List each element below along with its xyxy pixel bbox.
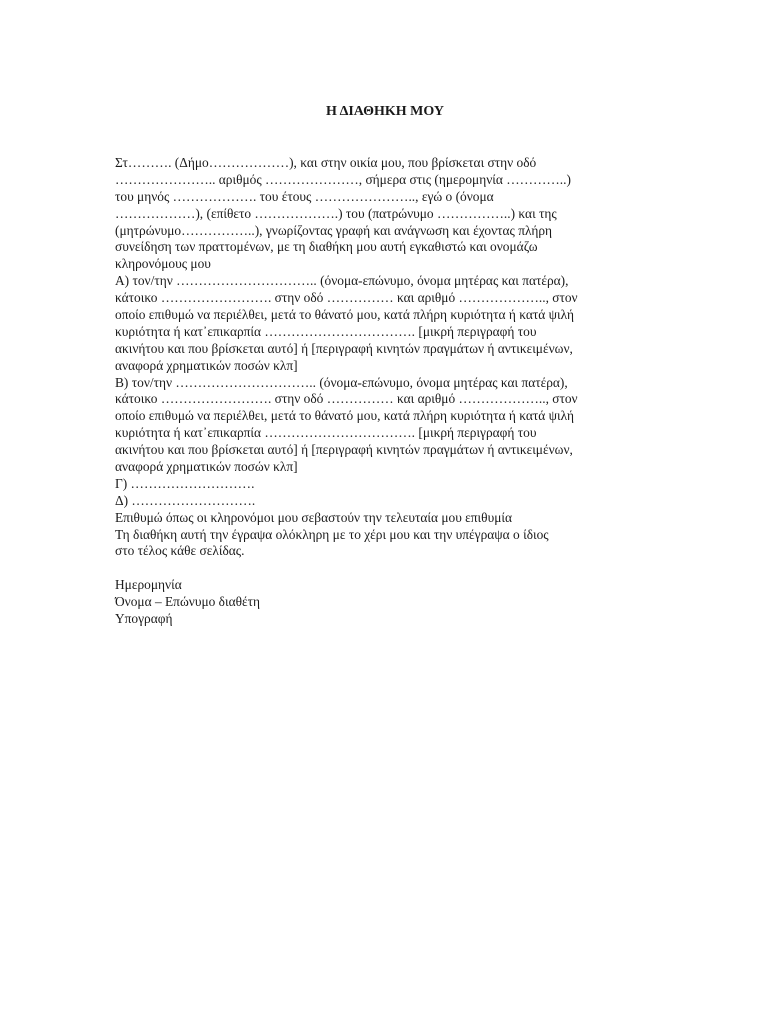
body-line: ακινήτου και που βρίσκεται αυτό] ή [περιγραφή κινητών πραγμάτων ή αντικειμένων, — [115, 340, 573, 356]
testator-name-label: Όνομα – Επώνυμο διαθέτη — [115, 594, 261, 610]
heir-b-line: Β) τον/την ………………………….. (όνομα-επώνυμο, όνομα μητέρας και πατέρα), — [115, 374, 568, 390]
body-line: Επιθυμώ όπως οι κληρονόμοι μου σεβαστούν την τελευταία μου επιθυμία — [115, 509, 512, 525]
body-line: κυριότητα ή κατ᾽επικαρπία ……………………………. [μικρή περιγραφή του — [115, 323, 537, 339]
body-line: οποίο επιθυμώ να περιέλθει, μετά το θάνατό μου, κατά πλήρη κυριότητα ή κατά ψιλή — [115, 408, 574, 424]
body-line: κάτοικο ……………………. στην οδό …………… και αριθμό ……………….., στον — [115, 290, 578, 306]
spacer — [115, 560, 655, 577]
signature-label: Υπογραφή — [115, 611, 173, 627]
body-line: ………………), (επίθετο ……………….) του (πατρώνυμο ……………..) και της — [115, 205, 557, 221]
body-line: Τη διαθήκη αυτή την έγραψα ολόκληρη με το χέρι μου και την υπέγραψα ο ίδιος — [115, 526, 549, 542]
body-line: ………………….. αριθμός …………………, σήμερα στις (ημερομηνία …………..) — [115, 171, 571, 187]
body-line: (μητρώνυμο……………..), γνωρίζοντας γραφή και ανάγνωση και έχοντας πλήρη — [115, 222, 553, 238]
heir-a-line: Α) τον/την ………………………….. (όνομα-επώνυμο, όνομα μητέρας και πατέρα), — [115, 273, 569, 289]
body-line: Στ………. (Δήμο………………), και στην οικία μου, που βρίσκεται στην οδό — [115, 155, 537, 170]
document-body — [115, 155, 655, 628]
body-line: στο τέλος κάθε σελίδας. — [115, 543, 245, 559]
body-line: οποίο επιθυμώ να περιέλθει, μετά το θάνατό μου, κατά πλήρη κυριότητα ή κατά ψιλή — [115, 307, 574, 323]
body-line: κληρονόμους μου — [115, 256, 211, 272]
body-line: αναφορά χρηματικών ποσών κλπ] — [115, 459, 298, 475]
heir-c-line: Γ) ………………………. — [115, 475, 255, 491]
body-line: ακινήτου και που βρίσκεται αυτό] ή [περιγραφή κινητών πραγμάτων ή αντικειμένων, — [115, 442, 573, 458]
body-line: αναφορά χρηματικών ποσών κλπ] — [115, 357, 298, 373]
date-label: Ημερομηνία — [115, 577, 182, 593]
heir-d-line: Δ) ………………………. — [115, 492, 256, 508]
body-line: συνείδηση των πραττομένων, με τη διαθήκη μου αυτή εγκαθιστώ και ονομάζω — [115, 239, 538, 255]
body-line: του μηνός ………………. του έτους ………………….., εγώ ο (όνομα — [115, 188, 494, 204]
body-line: κάτοικο ……………………. στην οδό …………… και αριθμό ……………….., στον — [115, 391, 578, 407]
document-title: Η ΔΙΑΘΗΚΗ ΜΟΥ — [325, 104, 445, 119]
body-line: κυριότητα ή κατ᾽επικαρπία ……………………………. [μικρή περιγραφή του — [115, 425, 537, 441]
